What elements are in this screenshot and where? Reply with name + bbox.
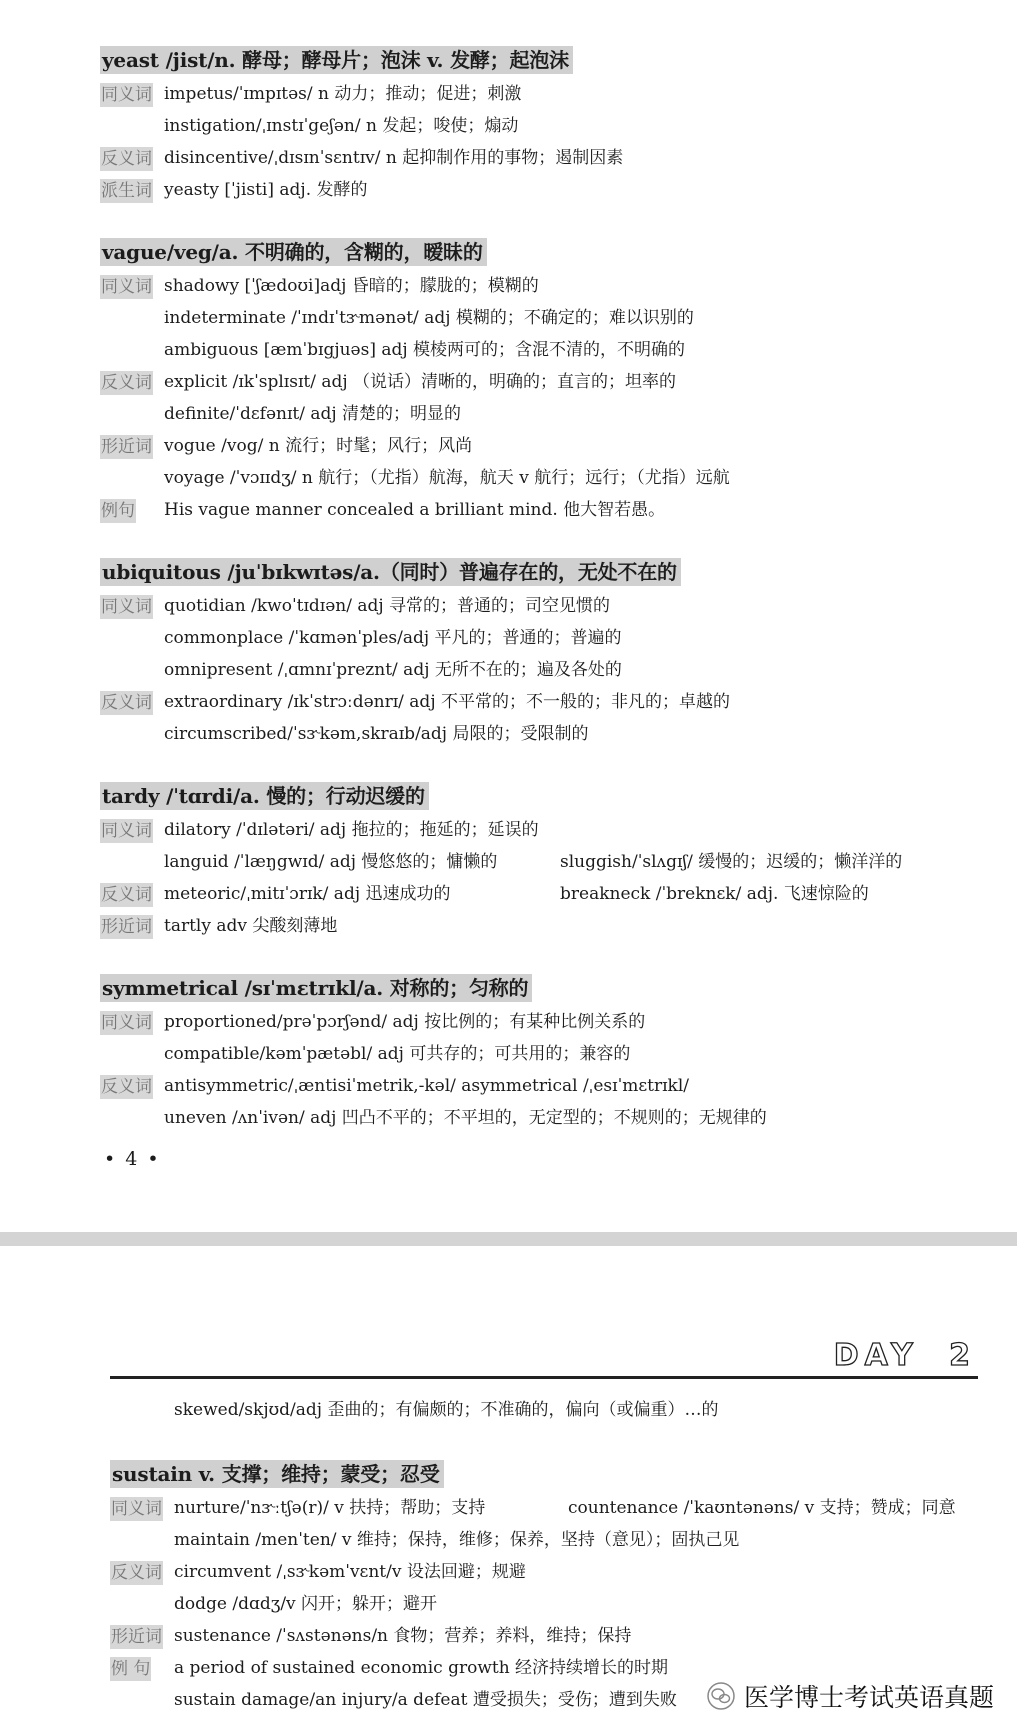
headword: vague/veg/a. 不明确的，含糊的，暧昧的 — [100, 238, 487, 266]
entry-row — [100, 366, 980, 398]
entry-row — [100, 1070, 980, 1102]
similar-form-tag: 形近词 — [101, 917, 152, 937]
example-tag: 例句 — [101, 501, 135, 521]
entry-row — [100, 78, 980, 110]
synonym-tag: 同义词 — [111, 1499, 162, 1519]
entry-row — [110, 1394, 990, 1426]
entry-row — [100, 622, 980, 654]
row-text: dodge /dɑdʒ/v 闪开；躲开；避开 — [174, 1594, 438, 1614]
row-text: nurture/ˈnɝːtʃə(r)/ v 扶持；帮助；支持 — [174, 1498, 486, 1518]
row-text: omnipresent /ˌɑmnɪˈpreznt/ adj 无所不在的；遍及各处的 — [164, 660, 622, 680]
row-text: maintain /menˈten/ v 维持；保持，维修；保养，坚持（意见）；固执己见 — [174, 1530, 740, 1550]
antonym-tag: 反义词 — [101, 373, 152, 393]
headword: ubiquitous /juˈbɪkwɪtəs/a.（同时）普遍存在的，无处不在的 — [100, 558, 681, 586]
entry-symmetrical — [100, 974, 980, 1134]
entry-row — [110, 1620, 990, 1652]
entry-vague — [100, 238, 980, 526]
antonym-tag: 反义词 — [111, 1563, 162, 1583]
entry-row — [100, 590, 980, 622]
row-text: meteoric/ˌmitɪˈɔrɪk/ adj 迅速成功的 — [164, 884, 451, 904]
entry-tardy — [100, 782, 980, 942]
antonym-tag: 反义词 — [101, 885, 152, 905]
headword: symmetrical /sɪˈmɛtrɪkl/a. 对称的；匀称的 — [100, 974, 532, 1002]
derivative-tag: 派生词 — [101, 181, 152, 201]
entry-yeast — [100, 46, 980, 206]
watermark-text: 医学博士考试英语真题 — [744, 1683, 995, 1712]
row-text: compatible/kəmˈpætəbl/ adj 可共存的；可共用的；兼容的 — [164, 1044, 631, 1064]
row-text: impetus/ˈɪmpɪtəs/ n 动力；推动；促进；刺激 — [164, 84, 522, 104]
entry-ubiquitous — [100, 558, 980, 750]
row-text: His vague manner concealed a brilliant mind. 他大智若愚。 — [164, 500, 666, 520]
row-text: yeasty [ˈjisti] adj. 发酵的 — [164, 180, 368, 200]
entry-row — [100, 110, 980, 142]
row-text: ambiguous [æmˈbɪgjuəs] adj 模棱两可的；含混不清的，不明确的 — [164, 340, 686, 360]
row-text: quotidian /kwoˈtɪdɪən/ adj 寻常的；普通的；司空见惯的 — [164, 596, 611, 616]
entry-row — [100, 1006, 980, 1038]
entry-row — [110, 1556, 990, 1588]
row-text: commonplace /ˈkɑmənˈples/adj 平凡的；普通的；普遍的 — [164, 628, 622, 648]
headword: tardy /ˈtɑrdi/a. 慢的；行动迟缓的 — [100, 782, 429, 810]
row-text: extraordinary /ɪkˈstrɔːdənrɪ/ adj 不平常的；不一般的；非凡的；卓越的 — [164, 692, 730, 712]
row-text: definite/ˈdɛfənɪt/ adj 清楚的；明显的 — [164, 404, 462, 424]
page-number: • 4 • — [104, 1148, 161, 1170]
row-text: skewed/skjʊd/adj 歪曲的；有偏颇的；不准确的，偏向（或偏重）…的 — [174, 1400, 719, 1420]
entry-skewed — [110, 1394, 990, 1426]
row-text: disincentive/ˌdɪsɪnˈsɛntɪv/ n 起抑制作用的事物；遏制因素 — [164, 148, 624, 168]
antonym-tag: 反义词 — [101, 149, 152, 169]
entry-row — [100, 270, 980, 302]
similar-form-tag: 形近词 — [111, 1627, 162, 1647]
row-text: indeterminate /ˈɪndɪˈtɝmənət/ adj 模糊的；不确定的；难以识别的 — [164, 308, 694, 328]
row-text: tartly adv 尖酸刻薄地 — [164, 916, 338, 936]
row-text: sustain damage/an injury/a defeat 遭受损失；受伤；遭到失败 — [174, 1690, 677, 1710]
row-text-right: sluggish/ˈslʌgɪʃ/ 缓慢的；迟缓的；懒洋洋的 — [560, 852, 903, 872]
synonym-tag: 同义词 — [101, 821, 152, 841]
entry-row — [100, 462, 980, 494]
row-text: languid /ˈlæŋgwɪd/ adj 慢悠悠的；慵懒的 — [164, 852, 498, 872]
entry-row — [100, 878, 980, 910]
row-text: uneven /ʌnˈivən/ adj 凹凸不平的；不平坦的，无定型的；不规则的；无规律的 — [164, 1108, 767, 1128]
entry-row — [100, 718, 980, 750]
antonym-tag: 反义词 — [101, 693, 152, 713]
entry-row — [100, 494, 980, 526]
entry-row — [100, 142, 980, 174]
row-text: circumscribed/ˈsɝkəm,skraɪb/adj 局限的；受限制的 — [164, 724, 589, 744]
example-tag: 例 句 — [111, 1659, 151, 1679]
row-text: dilatory /ˈdɪlətəri/ adj 拖拉的；拖延的；延误的 — [164, 820, 539, 840]
entry-row — [100, 846, 980, 878]
synonym-tag: 同义词 — [101, 597, 152, 617]
similar-form-tag: 形近词 — [101, 437, 152, 457]
entry-row — [100, 398, 980, 430]
entry-row — [100, 686, 980, 718]
row-text: a period of sustained economic growth 经济持续增长的时期 — [174, 1658, 669, 1678]
entry-row — [110, 1588, 990, 1620]
row-text-right: breakneck /ˈbreknɛk/ adj. 飞速惊险的 — [560, 884, 869, 904]
entry-row — [100, 302, 980, 334]
synonym-tag: 同义词 — [101, 85, 152, 105]
entry-row — [110, 1492, 990, 1524]
antonym-tag: 反义词 — [101, 1077, 152, 1097]
row-text: shadowy [ˈʃædoʊi]adj 昏暗的；朦胧的；模糊的 — [164, 276, 539, 296]
wechat-icon — [706, 1681, 736, 1711]
row-text: circumvent /ˌsɝkəmˈvɛnt/v 设法回避；规避 — [174, 1562, 526, 1582]
row-text: proportioned/prəˈpɔrʃənd/ adj 按比例的；有某种比例关系的 — [164, 1012, 646, 1032]
headword: yeast /jist/n. 酵母；酵母片；泡沫 v. 发酵；起泡沫 — [100, 46, 573, 74]
entry-row — [100, 1102, 980, 1134]
entry-row — [100, 430, 980, 462]
row-text: voyage /ˈvɔɪɪdʒ/ n 航行；（尤指）航海，航天 v 航行；远行；（尤指）远航 — [164, 468, 730, 488]
row-text: antisymmetric/ˌæntisiˈmetrik,-kəl/ asymmetrical /ˌesɪˈmɛtrɪkl/ — [164, 1076, 690, 1096]
watermark — [702, 1676, 998, 1716]
row-text-right: countenance /ˈkaʊntənəns/ v 支持；赞成；同意 — [568, 1498, 956, 1518]
day-label: DAY 2 — [833, 1338, 976, 1373]
entry-row — [100, 654, 980, 686]
entry-row — [100, 334, 980, 366]
synonym-tag: 同义词 — [101, 1013, 152, 1033]
page-separator — [0, 1232, 1017, 1246]
entry-row — [100, 910, 980, 942]
entry-row — [100, 814, 980, 846]
row-text: sustenance /ˈsʌstənəns/n 食物；营养；养料，维持；保持 — [174, 1626, 632, 1646]
row-text: explicit /ɪkˈsplɪsɪt/ adj （说话）清晰的，明确的；直言的；坦率的 — [164, 372, 677, 392]
synonym-tag: 同义词 — [101, 277, 152, 297]
entry-row — [110, 1524, 990, 1556]
row-text: vogue /vog/ n 流行；时髦；风行；风尚 — [164, 436, 473, 456]
headword: sustain v. 支撑；维持；蒙受；忍受 — [110, 1460, 444, 1488]
entry-row — [100, 174, 980, 206]
row-text: instigation/ˌɪnstɪˈgeʃən/ n 发起；唆使；煽动 — [164, 116, 519, 136]
entry-row — [100, 1038, 980, 1070]
day-header — [110, 1338, 978, 1379]
